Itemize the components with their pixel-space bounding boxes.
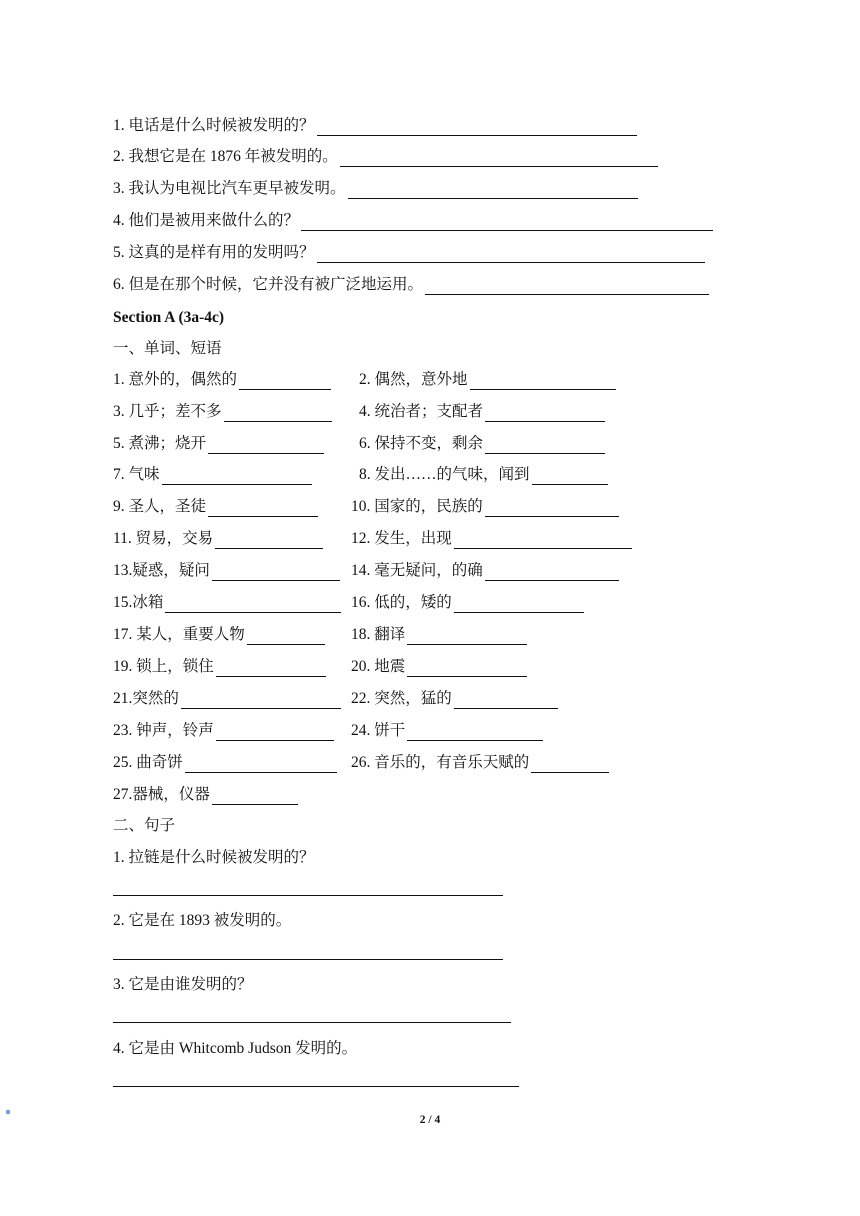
answer-blank[interactable] (247, 630, 325, 645)
page-number: 2 / 4 (419, 1114, 441, 1126)
vocab-item-15 (113, 593, 341, 613)
vocab-item-12 (351, 529, 632, 549)
translation-item-2 (113, 147, 658, 167)
answer-blank[interactable] (301, 216, 713, 231)
vocab-text: 1. 意外的，偶然的 (113, 371, 238, 388)
vocab-text: 26. 音乐的，有音乐天赋的 (351, 754, 530, 771)
answer-blank[interactable] (485, 439, 605, 454)
vocab-text: 2. 偶然，意外地 (359, 371, 468, 388)
vocab-text: 25. 曲奇饼 (113, 754, 183, 771)
answer-line[interactable] (113, 959, 503, 960)
vocab-item-20 (351, 657, 527, 677)
vocab-item-3 (113, 402, 332, 422)
vocab-item-10 (351, 497, 619, 517)
vocab-item-17 (113, 625, 325, 645)
answer-blank[interactable] (165, 598, 341, 613)
answer-blank[interactable] (470, 375, 616, 390)
sentence-item-4: 4. 它是由 Whitcomb Judson 发明的。 (113, 1040, 358, 1057)
translation-item-text: 5. 这真的是样有用的发明吗？ (113, 244, 315, 261)
answer-blank[interactable] (485, 502, 619, 517)
answer-blank[interactable] (407, 726, 543, 741)
vocab-text: 11. 贸易，交易 (113, 530, 214, 547)
answer-blank[interactable] (425, 280, 709, 295)
translation-item-6 (113, 275, 709, 295)
vocab-item-13 (113, 561, 340, 581)
vocab-item-1 (113, 370, 331, 390)
vocab-item-24 (351, 721, 543, 741)
answer-blank[interactable] (216, 662, 326, 677)
answer-blank[interactable] (454, 534, 632, 549)
vocab-item-7 (113, 465, 312, 485)
vocab-text: 3. 几乎；差不多 (113, 403, 222, 420)
answer-blank[interactable] (181, 694, 341, 709)
answer-line[interactable] (113, 895, 503, 896)
answer-blank[interactable] (317, 121, 637, 136)
translation-item-4 (113, 211, 713, 231)
vocab-text: 18. 翻译 (351, 626, 406, 643)
answer-blank[interactable] (212, 566, 340, 581)
translation-item-text: 6. 但是在那个时候，它并没有被广泛地运用。 (113, 276, 424, 293)
vocab-item-14 (351, 561, 619, 581)
vocab-text: 16. 低的，矮的 (351, 594, 452, 611)
vocab-item-6 (359, 434, 605, 454)
answer-blank[interactable] (407, 662, 527, 677)
vocab-item-19 (113, 657, 326, 677)
vocab-text: 6. 保持不变，剩余 (359, 435, 484, 452)
answer-blank[interactable] (348, 184, 638, 199)
vocab-text: 14. 毫无疑问，的确 (351, 562, 483, 579)
translation-item-5 (113, 243, 705, 263)
vocab-text: 12. 发生，出现 (351, 530, 452, 547)
vocab-item-21 (113, 689, 341, 709)
vocab-item-5 (113, 434, 324, 454)
vocab-item-4 (359, 402, 605, 422)
answer-blank[interactable] (215, 534, 323, 549)
vocab-item-23 (113, 721, 334, 741)
vocab-item-11 (113, 529, 323, 549)
vocab-text: 10. 国家的，民族的 (351, 498, 483, 515)
answer-blank[interactable] (531, 758, 609, 773)
vocab-text: 19. 锁上，锁住 (113, 658, 214, 675)
vocab-text: 23. 钟声，铃声 (113, 722, 214, 739)
answer-blank[interactable] (485, 566, 619, 581)
answer-blank[interactable] (407, 630, 527, 645)
vocab-item-8 (359, 465, 608, 485)
answer-blank[interactable] (454, 694, 558, 709)
vocab-text: 24. 饼干 (351, 722, 406, 739)
answer-blank[interactable] (216, 726, 334, 741)
answer-blank[interactable] (532, 470, 608, 485)
answer-line[interactable] (113, 1022, 511, 1023)
answer-blank[interactable] (212, 790, 298, 805)
translation-item-text: 4. 他们是被用来做什么的？ (113, 212, 300, 229)
vocab-text: 4. 统治者；支配者 (359, 403, 484, 420)
translation-item-text: 3. 我认为电视比汽车更早被发明。 (113, 180, 346, 197)
vocab-text: 27.器械，仪器 (113, 786, 210, 803)
vocab-text: 9. 圣人，圣徒 (113, 498, 207, 515)
vocab-text: 8. 发出……的气味，闻到 (359, 466, 530, 483)
answer-blank[interactable] (340, 152, 658, 167)
vocab-text: 5. 煮沸；烧开 (113, 435, 207, 452)
vocab-text: 13.疑惑，疑问 (113, 562, 210, 579)
vocab-item-2 (359, 370, 616, 390)
translation-item-1 (113, 116, 637, 136)
vocab-item-18 (351, 625, 527, 645)
sentence-item-1: 1. 拉链是什么时候被发明的？ (113, 849, 315, 866)
vocab-text: 15.冰箱 (113, 594, 164, 611)
answer-blank[interactable] (224, 407, 332, 422)
vocab-text: 20. 地震 (351, 658, 406, 675)
vocab-text: 17. 某人，重要人物 (113, 626, 245, 643)
answer-blank[interactable] (185, 758, 337, 773)
vocab-text: 21.突然的 (113, 690, 179, 707)
sentence-item-2: 2. 它是在 1893 被发明的。 (113, 912, 292, 929)
vocab-text: 22. 突然，猛的 (351, 690, 452, 707)
answer-blank[interactable] (208, 439, 324, 454)
vocab-item-16 (351, 593, 584, 613)
answer-blank[interactable] (239, 375, 331, 390)
vocab-item-9 (113, 497, 318, 517)
answer-line[interactable] (113, 1086, 519, 1087)
answer-blank[interactable] (162, 470, 312, 485)
answer-blank[interactable] (317, 248, 705, 263)
answer-blank[interactable] (208, 502, 318, 517)
answer-blank[interactable] (485, 407, 605, 422)
answer-blank[interactable] (454, 598, 584, 613)
vocab-item-22 (351, 689, 558, 709)
translation-item-3 (113, 179, 638, 199)
sentence-item-3: 3. 它是由谁发明的？ (113, 976, 253, 993)
translation-item-text: 1. 电话是什么时候被发明的？ (113, 117, 315, 134)
vocab-item-27 (113, 785, 298, 805)
sentences-heading: 二、句子 (113, 817, 176, 834)
vocab-item-26 (351, 753, 609, 773)
section-title: Section A (3a-4c) (113, 309, 225, 326)
vocab-heading: 一、单词、短语 (113, 340, 222, 357)
vocab-text: 7. 气味 (113, 466, 160, 483)
vocab-item-25 (113, 753, 337, 773)
translation-item-text: 2. 我想它是在 1876 年被发明的。 (113, 148, 338, 165)
